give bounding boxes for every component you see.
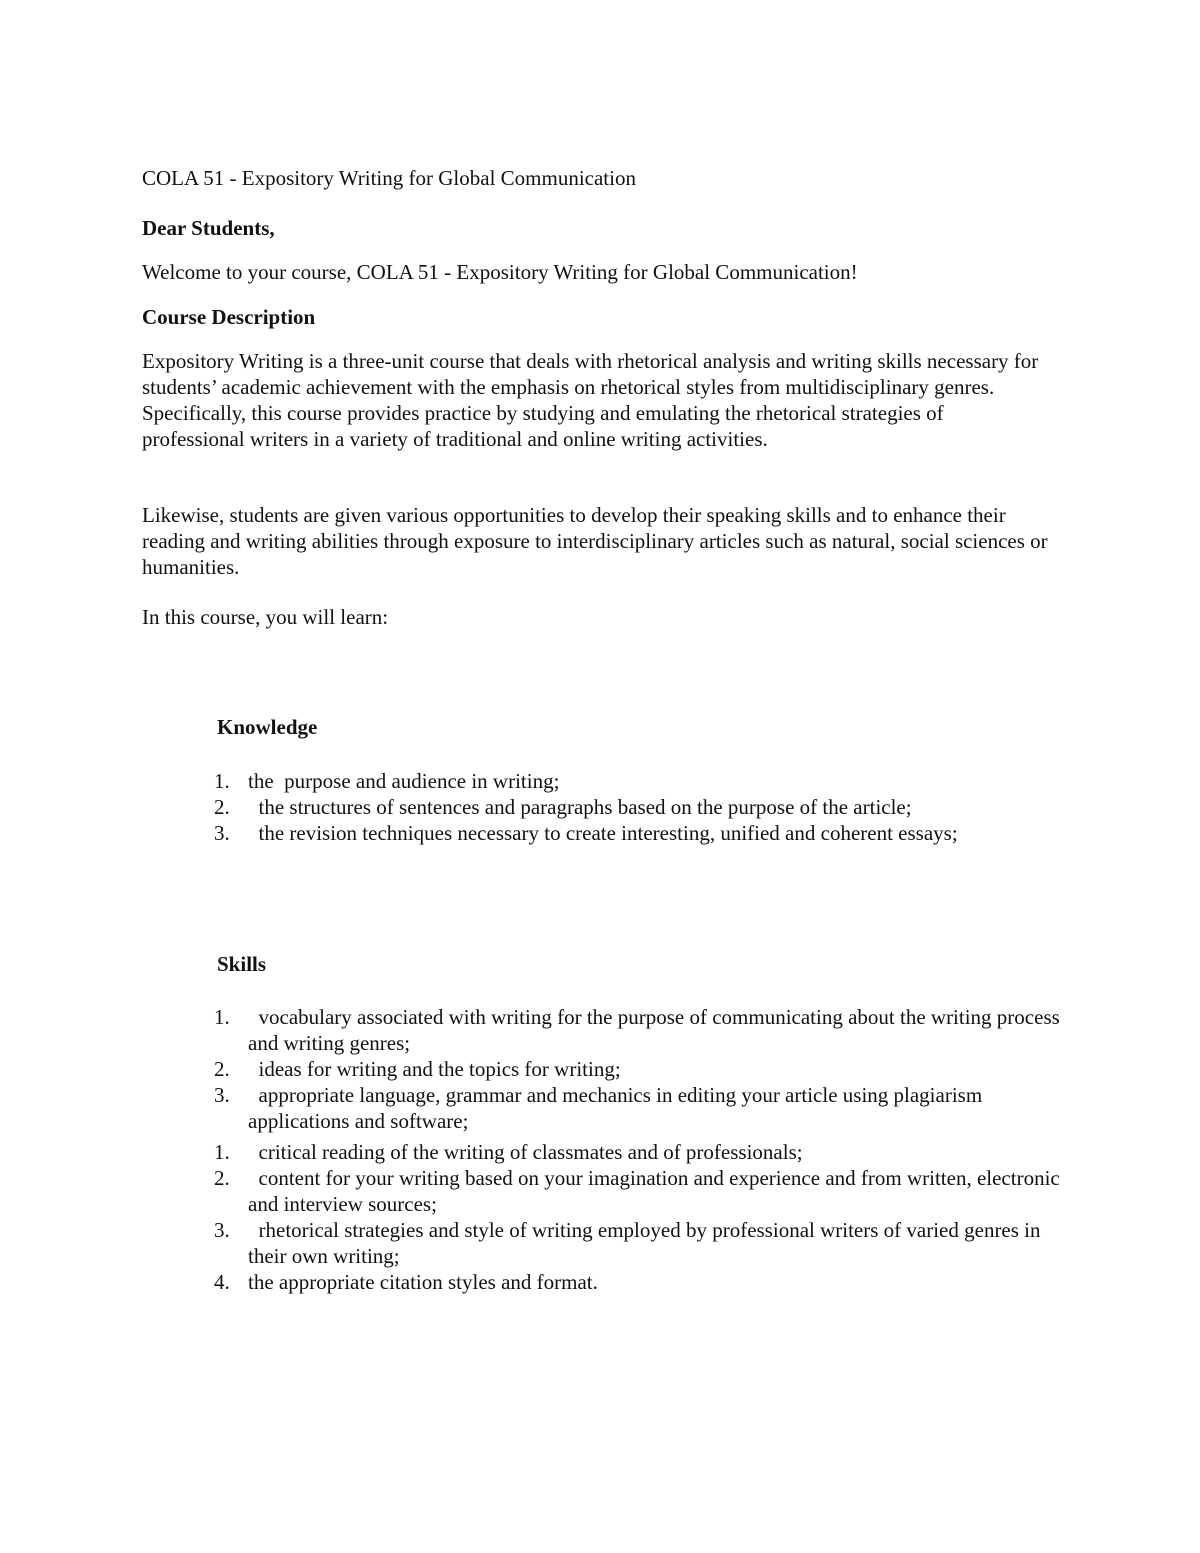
learning-intro: In this course, you will learn: (142, 605, 389, 629)
course-description-heading: Course Description (142, 305, 316, 329)
list-number: 3. (214, 821, 230, 845)
knowledge-list (214, 768, 1074, 846)
course-title: COLA 51 - Expository Writing for Global Communication (142, 166, 636, 190)
list-text: the structures of sentences and paragraphs based on the purpose of the article; (248, 795, 912, 819)
list-item (214, 1139, 1074, 1165)
list-item (214, 1004, 1074, 1056)
list-number: 2. (214, 795, 230, 819)
list-text: appropriate language, grammar and mechanics in editing your article using plagiarism applications and software; (248, 1083, 988, 1133)
list-text: content for your writing based on your imagination and experience and from written, electronic and interview sources; (248, 1166, 1065, 1216)
list-item (214, 1056, 1074, 1082)
list-item (214, 1082, 1074, 1134)
list-number: 4. (214, 1270, 230, 1294)
list-text: rhetorical strategies and style of writing employed by professional writers of varied genres in their own writing; (248, 1218, 1046, 1268)
list-number: 3. (214, 1218, 230, 1242)
list-number: 1. (214, 1005, 230, 1029)
list-text: the purpose and audience in writing; (248, 769, 560, 793)
list-number: 1. (214, 1140, 230, 1164)
list-text: critical reading of the writing of classmates and of professionals; (248, 1140, 803, 1164)
list-item (214, 794, 1074, 820)
skills-list-a (214, 1004, 1074, 1134)
list-text: ideas for writing and the topics for writing; (248, 1057, 621, 1081)
list-text: the appropriate citation styles and format. (248, 1270, 598, 1294)
list-number: 3. (214, 1083, 230, 1107)
list-item (214, 820, 1074, 846)
list-number: 2. (214, 1166, 230, 1190)
list-text: vocabulary associated with writing for the purpose of communicating about the writing process and writing genres; (248, 1005, 1066, 1055)
knowledge-heading: Knowledge (217, 715, 318, 739)
list-item (214, 1165, 1074, 1217)
skills-list-b (214, 1139, 1074, 1295)
course-description-paragraph-2: Likewise, students are given various opportunities to develop their speaking skills and to enhance their reading and writing abilities through exposure to interdisciplinary articles such as natural, social sciences or humanities. (142, 503, 1048, 579)
course-description-paragraph-1: Expository Writing is a three-unit course that deals with rhetorical analysis and writing skills necessary for students’ academic achievement with the emphasis on rhetorical styles from multidisciplinary genres. Specifically, this course provides practice by studying and emulating the rhetorical strategies of professional writers in a variety of traditional and online writing activities. (142, 349, 1039, 451)
list-item (214, 768, 1074, 794)
welcome-line: Welcome to your course, COLA 51 - Expository Writing for Global Communication! (142, 260, 858, 284)
list-number: 2. (214, 1057, 230, 1081)
skills-heading: Skills (217, 952, 267, 976)
list-item (214, 1269, 1074, 1295)
salutation: Dear Students, (142, 216, 275, 240)
list-number: 1. (214, 769, 230, 793)
list-item (214, 1217, 1074, 1269)
list-text: the revision techniques necessary to create interesting, unified and coherent essays; (248, 821, 958, 845)
